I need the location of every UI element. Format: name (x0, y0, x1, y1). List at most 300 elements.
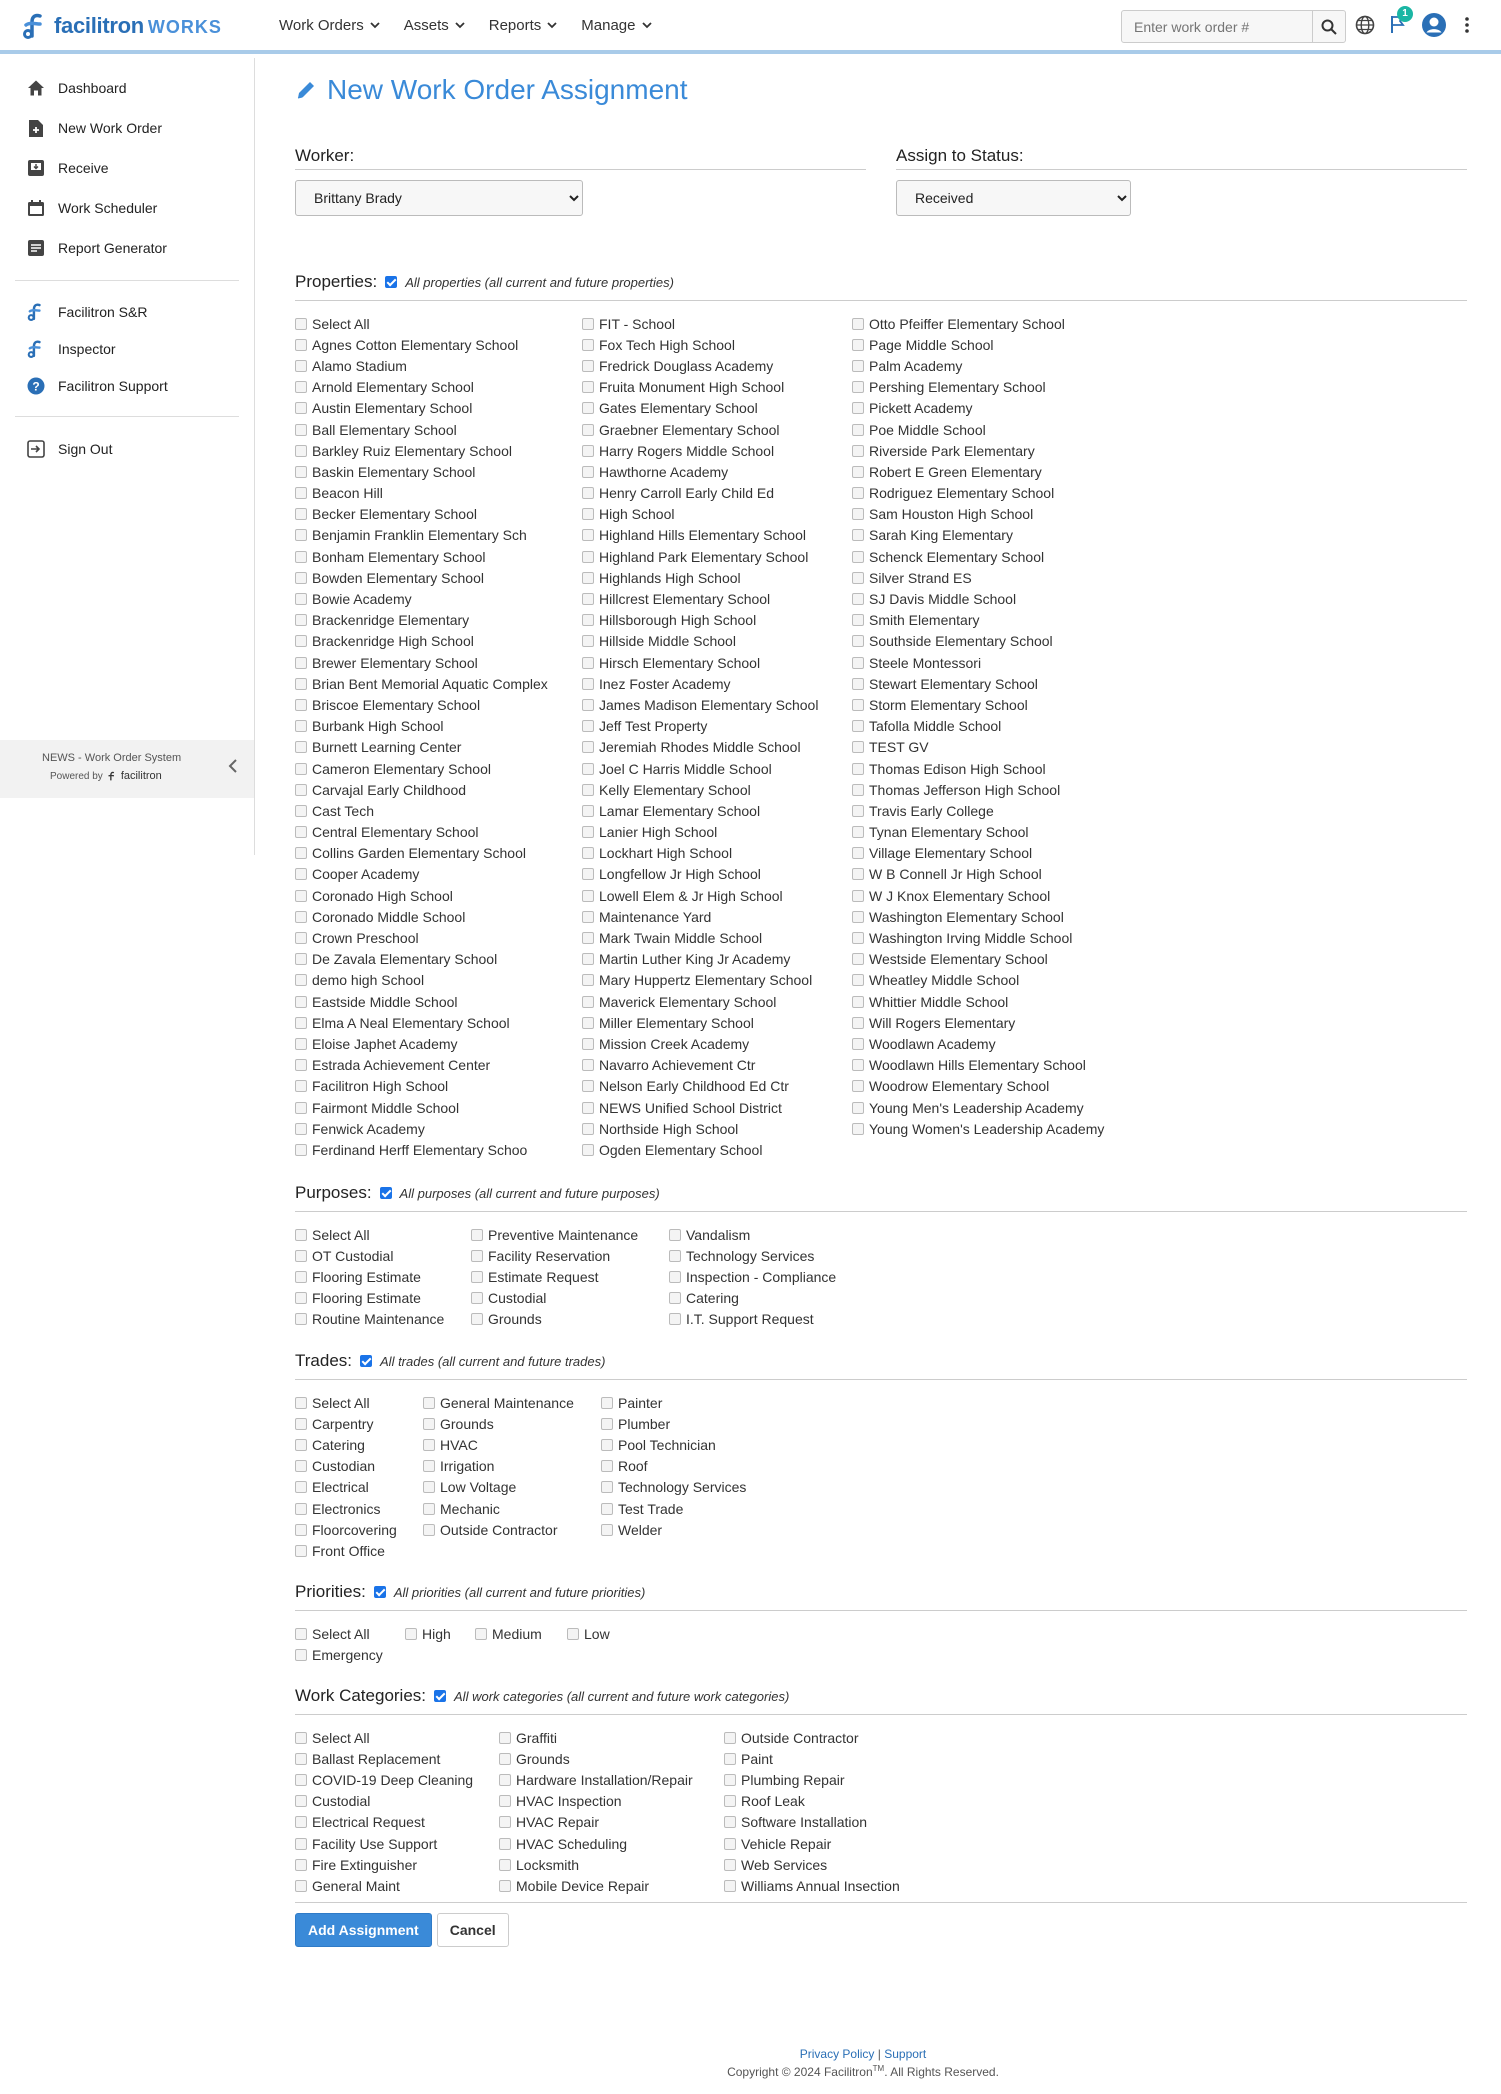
properties-option[interactable] (582, 483, 818, 504)
checkbox[interactable] (601, 1439, 613, 1451)
checkbox[interactable] (295, 1732, 307, 1744)
properties-option[interactable] (295, 440, 548, 461)
checkbox[interactable] (852, 1080, 864, 1092)
trades-option[interactable] (601, 1498, 746, 1519)
checkbox[interactable] (582, 826, 594, 838)
checkbox[interactable] (582, 360, 594, 372)
purposes-option[interactable] (295, 1245, 444, 1266)
trades-option[interactable] (423, 1434, 574, 1455)
properties-option[interactable] (295, 525, 548, 546)
properties-option[interactable] (295, 800, 548, 821)
checkbox[interactable] (601, 1397, 613, 1409)
more-vertical-icon[interactable] (1461, 15, 1473, 35)
checkbox[interactable] (852, 1059, 864, 1071)
checkbox[interactable] (295, 1460, 307, 1472)
work-order-search-input[interactable] (1122, 11, 1312, 42)
checkbox[interactable] (295, 339, 307, 351)
properties-option[interactable] (852, 716, 1104, 737)
properties-option[interactable] (295, 779, 548, 800)
properties-option[interactable] (295, 1097, 548, 1118)
checkbox[interactable] (423, 1397, 435, 1409)
purposes-option[interactable] (669, 1245, 836, 1266)
checkbox[interactable] (852, 1017, 864, 1029)
categories-all-checkbox[interactable] (434, 1690, 446, 1702)
trades-option[interactable] (423, 1498, 574, 1519)
checkbox[interactable] (582, 318, 594, 330)
checkbox[interactable] (852, 826, 864, 838)
categories-option[interactable] (499, 1727, 693, 1748)
checkbox[interactable] (852, 953, 864, 965)
purposes-option[interactable] (669, 1288, 836, 1309)
checkbox[interactable] (852, 784, 864, 796)
checkbox[interactable] (295, 932, 307, 944)
checkbox[interactable] (295, 720, 307, 732)
sidebar-link-facilitron-sr[interactable] (0, 293, 254, 330)
properties-option[interactable] (295, 483, 548, 504)
properties-option[interactable] (582, 419, 818, 440)
properties-option[interactable] (295, 885, 548, 906)
properties-option[interactable] (582, 991, 818, 1012)
checkbox[interactable] (295, 1017, 307, 1029)
checkbox[interactable] (852, 974, 864, 986)
checkbox[interactable] (295, 551, 307, 563)
collapse-sidebar-icon[interactable] (228, 758, 238, 774)
checkbox[interactable] (295, 1795, 307, 1807)
checkbox[interactable] (295, 445, 307, 457)
checkbox[interactable] (295, 529, 307, 541)
properties-option[interactable] (852, 1012, 1104, 1033)
checkbox[interactable] (724, 1880, 736, 1892)
purposes-option[interactable] (669, 1224, 836, 1245)
checkbox[interactable] (295, 360, 307, 372)
checkbox[interactable] (295, 572, 307, 584)
checkbox[interactable] (295, 635, 307, 647)
properties-option[interactable] (582, 800, 818, 821)
properties-option[interactable] (852, 737, 1104, 758)
checkbox[interactable] (471, 1313, 483, 1325)
trades-option[interactable] (295, 1477, 397, 1498)
checkbox[interactable] (852, 360, 864, 372)
checkbox[interactable] (295, 763, 307, 775)
checkbox[interactable] (852, 318, 864, 330)
properties-option[interactable] (582, 970, 818, 991)
checkbox[interactable] (423, 1439, 435, 1451)
properties-option[interactable] (582, 398, 818, 419)
sidebar-sign-out[interactable] (0, 429, 254, 469)
properties-option[interactable] (582, 927, 818, 948)
properties-option[interactable] (852, 398, 1104, 419)
properties-option[interactable] (582, 461, 818, 482)
checkbox[interactable] (499, 1816, 511, 1828)
status-select[interactable] (896, 180, 1131, 216)
trades-option[interactable] (295, 1498, 397, 1519)
checkbox[interactable] (582, 508, 594, 520)
checkbox[interactable] (582, 699, 594, 711)
checkbox[interactable] (724, 1859, 736, 1871)
checkbox[interactable] (295, 1059, 307, 1071)
checkbox[interactable] (724, 1774, 736, 1786)
checkbox[interactable] (852, 699, 864, 711)
trades-option[interactable] (295, 1456, 397, 1477)
properties-option[interactable] (582, 779, 818, 800)
purposes-option[interactable] (669, 1266, 836, 1287)
checkbox[interactable] (852, 529, 864, 541)
checkbox[interactable] (852, 720, 864, 732)
checkbox[interactable] (295, 1313, 307, 1325)
purposes-option[interactable] (295, 1266, 444, 1287)
properties-option[interactable] (852, 800, 1104, 821)
purposes-option[interactable] (295, 1309, 444, 1330)
properties-option[interactable] (852, 652, 1104, 673)
properties-option[interactable] (582, 355, 818, 376)
categories-option[interactable] (295, 1854, 473, 1875)
checkbox[interactable] (499, 1859, 511, 1871)
checkbox[interactable] (295, 1080, 307, 1092)
checkbox[interactable] (295, 1649, 307, 1661)
trades-option[interactable] (601, 1392, 746, 1413)
search-button[interactable] (1312, 11, 1345, 42)
properties-option[interactable] (295, 673, 548, 694)
checkbox[interactable] (852, 508, 864, 520)
checkbox[interactable] (852, 381, 864, 393)
sidebar-item-new-work-order[interactable] (0, 108, 254, 148)
checkbox[interactable] (471, 1292, 483, 1304)
checkbox[interactable] (295, 1859, 307, 1871)
checkbox[interactable] (601, 1481, 613, 1493)
properties-option[interactable] (852, 970, 1104, 991)
checkbox[interactable] (582, 932, 594, 944)
properties-all-checkbox[interactable] (385, 276, 397, 288)
properties-option[interactable] (582, 334, 818, 355)
checkbox[interactable] (423, 1460, 435, 1472)
properties-option[interactable] (852, 779, 1104, 800)
checkbox[interactable] (582, 763, 594, 775)
properties-option[interactable] (852, 546, 1104, 567)
properties-option[interactable] (852, 1055, 1104, 1076)
categories-option[interactable] (499, 1875, 693, 1896)
properties-option[interactable] (852, 419, 1104, 440)
properties-option[interactable] (582, 377, 818, 398)
categories-option[interactable] (499, 1854, 693, 1875)
checkbox[interactable] (475, 1628, 487, 1640)
properties-option[interactable] (852, 673, 1104, 694)
properties-option[interactable] (852, 355, 1104, 376)
checkbox[interactable] (582, 657, 594, 669)
checkbox[interactable] (724, 1753, 736, 1765)
properties-option[interactable] (852, 885, 1104, 906)
checkbox[interactable] (582, 784, 594, 796)
purposes-option[interactable] (471, 1266, 638, 1287)
checkbox[interactable] (423, 1481, 435, 1493)
checkbox[interactable] (295, 657, 307, 669)
properties-option[interactable] (295, 567, 548, 588)
checkbox[interactable] (852, 1038, 864, 1050)
trades-all-checkbox[interactable] (360, 1355, 372, 1367)
properties-option[interactable] (295, 398, 548, 419)
properties-option[interactable] (852, 610, 1104, 631)
properties-option[interactable] (295, 610, 548, 631)
nav-work-orders[interactable] (279, 17, 380, 34)
properties-option[interactable] (582, 1097, 818, 1118)
checkbox[interactable] (852, 847, 864, 859)
checkbox[interactable] (852, 678, 864, 690)
checkbox[interactable] (499, 1838, 511, 1850)
nav-reports[interactable] (489, 17, 558, 34)
purposes-option[interactable] (471, 1288, 638, 1309)
properties-option[interactable] (295, 355, 548, 376)
checkbox[interactable] (582, 339, 594, 351)
checkbox[interactable] (295, 1880, 307, 1892)
properties-option[interactable] (295, 1139, 548, 1160)
worker-select[interactable] (295, 180, 583, 216)
trades-option[interactable] (601, 1456, 746, 1477)
checkbox[interactable] (669, 1292, 681, 1304)
checkbox[interactable] (582, 487, 594, 499)
trades-option[interactable] (601, 1477, 746, 1498)
categories-option[interactable] (724, 1833, 900, 1854)
properties-option[interactable] (852, 694, 1104, 715)
categories-option[interactable] (499, 1812, 693, 1833)
checkbox[interactable] (295, 1271, 307, 1283)
trades-option[interactable] (423, 1413, 574, 1434)
checkbox[interactable] (724, 1795, 736, 1807)
checkbox[interactable] (295, 1292, 307, 1304)
properties-option[interactable] (582, 843, 818, 864)
checkbox[interactable] (601, 1524, 613, 1536)
checkbox[interactable] (852, 339, 864, 351)
properties-option[interactable] (852, 1033, 1104, 1054)
checkbox[interactable] (852, 445, 864, 457)
checkbox[interactable] (295, 1753, 307, 1765)
properties-option[interactable] (295, 843, 548, 864)
checkbox[interactable] (499, 1774, 511, 1786)
properties-option[interactable] (295, 758, 548, 779)
sidebar-link-inspector[interactable] (0, 330, 254, 367)
checkbox[interactable] (582, 466, 594, 478)
properties-option[interactable] (852, 504, 1104, 525)
checkbox[interactable] (582, 1144, 594, 1156)
properties-option[interactable] (582, 567, 818, 588)
trades-option[interactable] (423, 1519, 574, 1540)
checkbox[interactable] (852, 572, 864, 584)
purposes-option[interactable] (295, 1224, 444, 1245)
globe-icon[interactable] (1355, 15, 1375, 35)
trades-option[interactable] (423, 1456, 574, 1477)
properties-option[interactable] (582, 949, 818, 970)
properties-option[interactable] (852, 906, 1104, 927)
properties-option[interactable] (295, 927, 548, 948)
checkbox[interactable] (499, 1732, 511, 1744)
properties-option[interactable] (295, 334, 548, 355)
checkbox[interactable] (499, 1753, 511, 1765)
checkbox[interactable] (852, 805, 864, 817)
sidebar-link-support[interactable] (0, 367, 254, 404)
priorities-option[interactable] (295, 1623, 383, 1644)
properties-option[interactable] (295, 694, 548, 715)
properties-option[interactable] (295, 313, 548, 334)
categories-option[interactable] (295, 1812, 473, 1833)
nav-manage[interactable] (581, 17, 651, 34)
categories-option[interactable] (499, 1748, 693, 1769)
properties-option[interactable] (582, 822, 818, 843)
properties-option[interactable] (295, 991, 548, 1012)
sidebar-item-dashboard[interactable] (0, 68, 254, 108)
properties-option[interactable] (295, 822, 548, 843)
categories-option[interactable] (499, 1833, 693, 1854)
trades-option[interactable] (423, 1392, 574, 1413)
checkbox[interactable] (582, 805, 594, 817)
properties-option[interactable] (852, 927, 1104, 948)
checkbox[interactable] (295, 1102, 307, 1114)
checkbox[interactable] (582, 1017, 594, 1029)
checkbox[interactable] (582, 678, 594, 690)
properties-option[interactable] (295, 1055, 548, 1076)
properties-option[interactable] (295, 1012, 548, 1033)
checkbox[interactable] (601, 1460, 613, 1472)
trades-option[interactable] (295, 1413, 397, 1434)
properties-option[interactable] (295, 377, 548, 398)
purposes-option[interactable] (471, 1245, 638, 1266)
sidebar-item-receive[interactable] (0, 148, 254, 188)
checkbox[interactable] (601, 1503, 613, 1515)
checkbox[interactable] (295, 402, 307, 414)
properties-option[interactable] (295, 737, 548, 758)
checkbox[interactable] (295, 1439, 307, 1451)
checkbox[interactable] (471, 1250, 483, 1262)
properties-option[interactable] (295, 588, 548, 609)
categories-option[interactable] (295, 1727, 473, 1748)
checkbox[interactable] (582, 614, 594, 626)
trades-option[interactable] (295, 1519, 397, 1540)
checkbox[interactable] (295, 381, 307, 393)
checkbox[interactable] (852, 551, 864, 563)
checkbox[interactable] (852, 424, 864, 436)
checkbox[interactable] (295, 466, 307, 478)
nav-assets[interactable] (404, 17, 465, 34)
checkbox[interactable] (852, 996, 864, 1008)
properties-option[interactable] (582, 313, 818, 334)
checkbox[interactable] (852, 911, 864, 923)
sidebar-item-report-generator[interactable] (0, 228, 254, 268)
properties-option[interactable] (295, 864, 548, 885)
checkbox[interactable] (852, 868, 864, 880)
properties-option[interactable] (295, 970, 548, 991)
properties-option[interactable] (295, 504, 548, 525)
checkbox[interactable] (295, 678, 307, 690)
purposes-option[interactable] (669, 1309, 836, 1330)
checkbox[interactable] (295, 1545, 307, 1557)
checkbox[interactable] (852, 741, 864, 753)
checkbox[interactable] (582, 381, 594, 393)
checkbox[interactable] (295, 826, 307, 838)
properties-option[interactable] (582, 1139, 818, 1160)
properties-option[interactable] (295, 652, 548, 673)
checkbox[interactable] (295, 974, 307, 986)
properties-option[interactable] (582, 1076, 818, 1097)
properties-option[interactable] (852, 631, 1104, 652)
categories-option[interactable] (724, 1769, 900, 1790)
checkbox[interactable] (582, 974, 594, 986)
properties-option[interactable] (582, 737, 818, 758)
properties-option[interactable] (852, 822, 1104, 843)
checkbox[interactable] (852, 466, 864, 478)
checkbox[interactable] (724, 1816, 736, 1828)
properties-option[interactable] (852, 334, 1104, 355)
checkbox[interactable] (582, 1080, 594, 1092)
checkbox[interactable] (582, 847, 594, 859)
properties-option[interactable] (295, 1118, 548, 1139)
properties-option[interactable] (582, 546, 818, 567)
checkbox[interactable] (582, 424, 594, 436)
checkbox[interactable] (852, 932, 864, 944)
properties-option[interactable] (852, 313, 1104, 334)
checkbox[interactable] (582, 868, 594, 880)
support-link[interactable]: Support (884, 2047, 927, 2061)
checkbox[interactable] (582, 890, 594, 902)
checkbox[interactable] (295, 1503, 307, 1515)
priorities-option[interactable] (405, 1623, 451, 1644)
checkbox[interactable] (295, 1774, 307, 1786)
properties-option[interactable] (582, 716, 818, 737)
privacy-policy-link[interactable]: Privacy Policy (799, 2047, 875, 2061)
properties-option[interactable] (582, 1012, 818, 1033)
checkbox[interactable] (295, 1838, 307, 1850)
properties-option[interactable] (295, 546, 548, 567)
checkbox[interactable] (295, 911, 307, 923)
properties-option[interactable] (295, 461, 548, 482)
properties-option[interactable] (852, 440, 1104, 461)
checkbox[interactable] (471, 1271, 483, 1283)
categories-option[interactable] (295, 1791, 473, 1812)
categories-option[interactable] (295, 1769, 473, 1790)
checkbox[interactable] (582, 402, 594, 414)
properties-option[interactable] (852, 864, 1104, 885)
priorities-option[interactable] (567, 1623, 610, 1644)
checkbox[interactable] (852, 635, 864, 647)
properties-option[interactable] (852, 1118, 1104, 1139)
checkbox[interactable] (295, 741, 307, 753)
properties-option[interactable] (582, 885, 818, 906)
checkbox[interactable] (405, 1628, 417, 1640)
checkbox[interactable] (582, 1038, 594, 1050)
checkbox[interactable] (582, 1123, 594, 1135)
properties-option[interactable] (295, 716, 548, 737)
checkbox[interactable] (582, 445, 594, 457)
checkbox[interactable] (724, 1838, 736, 1850)
categories-option[interactable] (499, 1769, 693, 1790)
facilitron-logo[interactable] (22, 12, 222, 40)
checkbox[interactable] (582, 529, 594, 541)
checkbox[interactable] (852, 1123, 864, 1135)
checkbox[interactable] (582, 1102, 594, 1114)
categories-option[interactable] (724, 1791, 900, 1812)
categories-option[interactable] (295, 1748, 473, 1769)
checkbox[interactable] (295, 318, 307, 330)
checkbox[interactable] (295, 1628, 307, 1640)
checkbox[interactable] (582, 635, 594, 647)
trades-option[interactable] (295, 1392, 397, 1413)
properties-option[interactable] (852, 461, 1104, 482)
checkbox[interactable] (295, 890, 307, 902)
checkbox[interactable] (852, 657, 864, 669)
checkbox[interactable] (295, 487, 307, 499)
categories-option[interactable] (724, 1875, 900, 1896)
checkbox[interactable] (295, 699, 307, 711)
trades-option[interactable] (423, 1477, 574, 1498)
properties-option[interactable] (852, 1097, 1104, 1118)
trades-option[interactable] (295, 1540, 397, 1561)
checkbox[interactable] (852, 890, 864, 902)
